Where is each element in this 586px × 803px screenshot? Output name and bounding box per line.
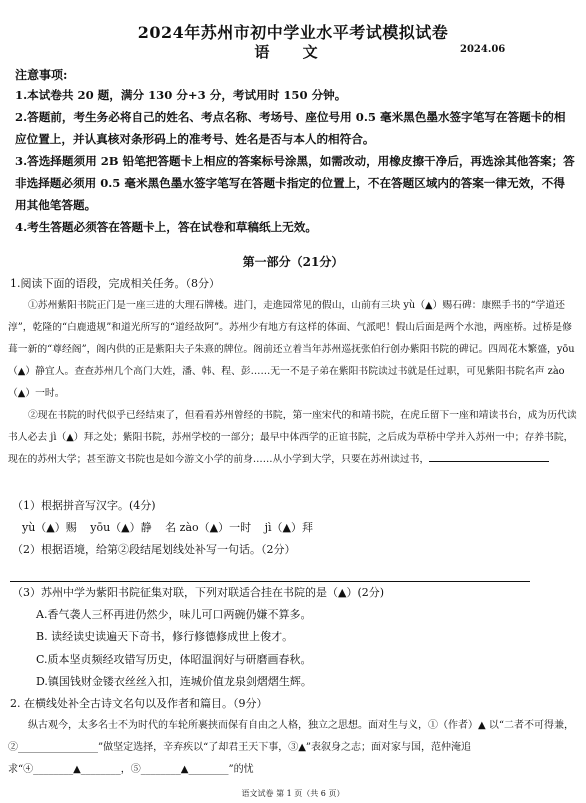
exam-title: 2024年苏州市初中学业水平考试模拟试卷: [137, 23, 449, 42]
question-1-heading: 1.阅读下面的语段，完成相关任务。（8分）: [10, 277, 220, 290]
pinyin-item: jì（▲）拜: [264, 521, 313, 534]
subquestion-2: （2）根据语境，给第②段结尾划线处补写一句话。（2分）: [12, 543, 296, 556]
part-heading: 第一部分（21分）: [242, 255, 344, 269]
option-a: A.香气袭人三杯再进仍然少，味儿可口两碗仍嫌不算多。: [36, 608, 312, 621]
pinyin-row: [22, 519, 562, 535]
subject-label: 语 文: [254, 43, 332, 61]
notes-heading: 注意事项:: [15, 68, 68, 82]
exam-date: 2024.06: [460, 44, 506, 55]
option-b: B. 读经读史读遍天下奇书，修行修德修成世上俊才。: [36, 630, 294, 643]
subquestion-3: （3）苏州中学为紫阳书院征集对联，下列对联适合挂在书院的是（▲）(2分): [12, 586, 385, 599]
pinyin-item: yōu（▲）静: [90, 521, 152, 534]
option-d: D.镇国钱财金镂衣丝丝入扣，连城价值龙泉剑熠熠生辉。: [36, 675, 312, 688]
page-footer: 语文试卷 第 1 页（共 6 页）: [241, 789, 345, 798]
subquestion-1: （1）根据拼音写汉字。(4分): [12, 499, 156, 512]
question-2-text: 纵古观今，太多名士不为时代的车轮所裹挟而保有自由之人格，独立之思想。面对生与义，①（作者）▲ 以“二者不可得兼，②________________”做坚定选择，辛弃疾以“了却君王天下事，③▲”表叙身之志；面对家与国，范仲淹追求“④________▲________，⑤________▲________”的忧: [8, 720, 574, 775]
question-2-heading: 2. 在横线处补全古诗文名句以及作者和篇目。（9分）: [10, 697, 268, 710]
reading-paragraph-2: [8, 405, 580, 471]
pinyin-item: 名 zào（▲）一时: [165, 521, 252, 534]
answer-line[interactable]: [10, 580, 530, 582]
answer-blank[interactable]: [429, 451, 549, 462]
note-item: 1.本试卷共 20 题，满分 130 分+3 分，考试用时 150 分钟。: [15, 88, 347, 102]
option-c: C.质本坚贞频经攻错写历史，体昭温润好与研磨画春秋。: [36, 653, 312, 666]
note-item: 2.答题前，考生务必将自己的姓名、考点名称、考场号、座位号用 0.5 毫米黑色墨水签字笔写在答题卡的相应位置上，并认真核对条形码上的准考号、姓名是否与本人的相符合。: [15, 110, 566, 146]
reading-paragraph-1: ①苏州紫阳书院正门是一座三进的大理石牌楼。进门，走進园常见的假山，山前有三块 yù（▲）赐石碑：康熙手书的“学道还淳”，乾隆的“白鹿遗规”和道光所写的“道经故阿”。苏州少有地方有这样的体面、气派吧！假山后面是两个水池，两座桥。过桥是修葺一新的“尊经阁”，阁内供的正是紫阳夫子朱熹的牌位。阁前还立着当年苏州巡抚张伯行创办紫阳书院的碑记。四周花木繁盛，yōu（▲）静宜人。查查苏州几个高门大姓，潘、韩、程、彭……无一不是子弟在紫阳书院读过书就是任过职，可见紫阳书院名声 zào（▲）一时。: [8, 300, 575, 399]
pinyin-item: yù（▲）赐: [22, 521, 77, 534]
note-item: 4.考生答题必须答在答题卡上，答在试卷和草稿纸上无效。: [15, 220, 317, 234]
note-item: 3.答选择题须用 2B 铅笔把答题卡上相应的答案标号涂黑，如需改动，用橡皮擦干净后，再选涂其他答案；答非选择题必须用 0.5 毫米黑色墨水签字笔写在答题卡指定的位置上，不在答题区域内的答案一律无效，不得用其他笔答题。: [15, 154, 575, 212]
paragraph-2-text: ②现在书院的时代似乎已经结束了，但看看苏州曾经的书院，第一座宋代的和靖书院，在虎丘留下一座和靖读书台，成为历代读书人必去 jì（▲）拜之处；紫阳书院，苏州学校的一部分；最早中体西学的正谊书院，之后成为草桥中学并入苏州一中；存养书院，现在的苏州大学；甚至游文书院也是如今游文小学的前身……从小学到大学，只要在苏州读过书，: [8, 410, 577, 465]
